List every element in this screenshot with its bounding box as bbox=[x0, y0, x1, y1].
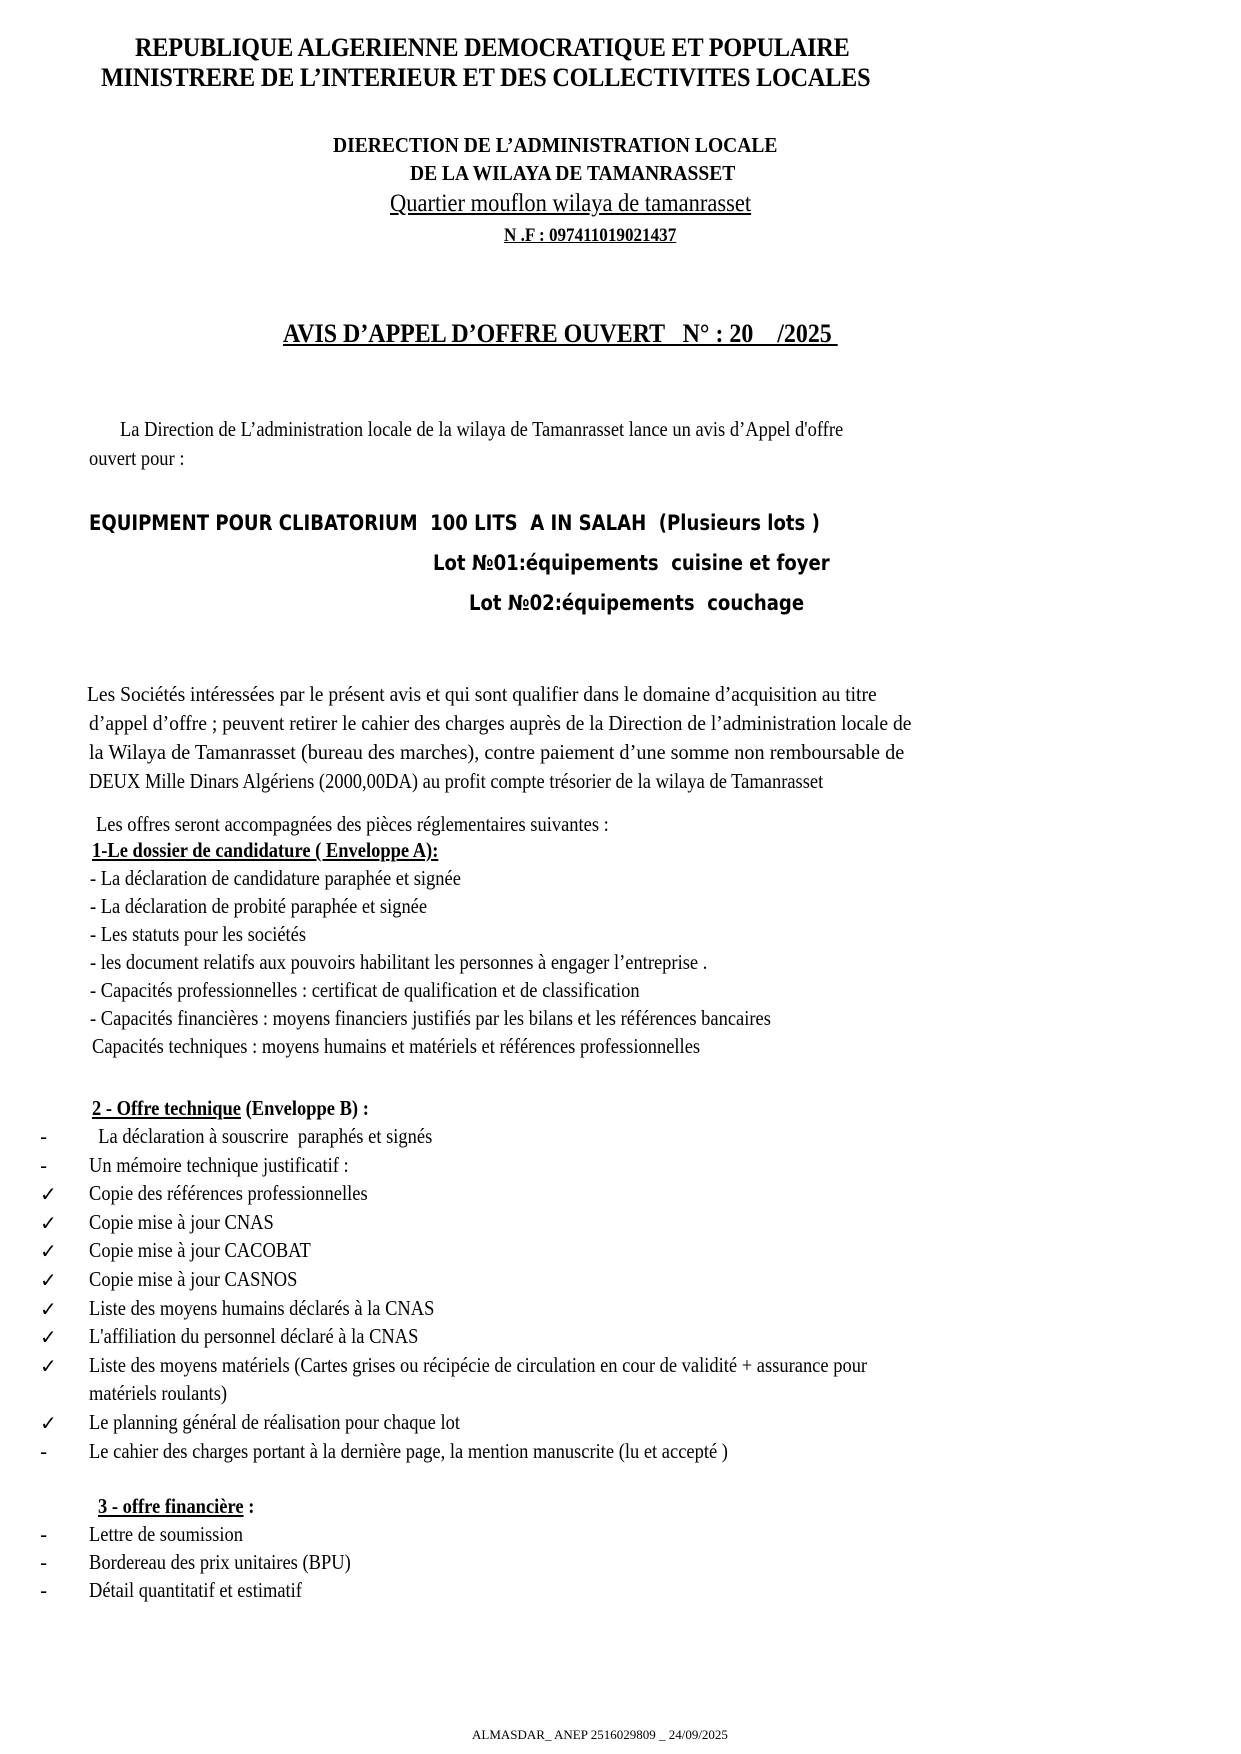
list-item: Le planning général de réalisation pour chaque lot bbox=[89, 1410, 461, 1434]
checkmark-icon: ✓ bbox=[40, 1239, 57, 1264]
lot-1: Lot №01:équipements cuisine et foyer bbox=[433, 551, 830, 575]
checkmark-icon: ✓ bbox=[40, 1325, 57, 1350]
section1-item: - La déclaration de probité paraphée et signée bbox=[90, 894, 428, 918]
project-name: EQUIPMENT POUR CLIBATORIUM 100 LITS A IN SALAH (Plusieurs lots ) bbox=[89, 511, 820, 535]
section1-item: - les document relatifs aux pouvoirs habilitant les personnes à engager l’entreprise . bbox=[90, 950, 708, 974]
header-address: Quartier mouflon wilaya de tamanrasset bbox=[390, 190, 752, 217]
header-direction: DIERECTION DE L’ADMINISTRATION LOCALE bbox=[333, 133, 778, 157]
conditions-line-2: d’appel d’offre ; peuvent retirer le cahier des charges auprès de la Direction de l’administration locale de bbox=[89, 711, 912, 735]
section1-item: - Les statuts pour les sociétés bbox=[90, 922, 307, 946]
section1-item: - La déclaration de candidature paraphée et signée bbox=[90, 866, 461, 890]
intro-line-1: La Direction de L’administration locale de la wilaya de Tamanrasset lance un avis d’Appel d'offre bbox=[120, 417, 844, 441]
header-republic: REPUBLIQUE ALGERIENNE DEMOCRATIQUE ET POPULAIRE bbox=[135, 33, 850, 62]
section1-item: Capacités techniques : moyens humains et matériels et références professionnelles bbox=[92, 1034, 701, 1058]
conditions-line-3: la Wilaya de Tamanrasset (bureau des marches), contre paiement d’une somme non remboursable de bbox=[89, 740, 905, 764]
section1-item: - Capacités financières : moyens financiers justifiés par les bilans et les références bancaires bbox=[90, 1006, 771, 1030]
list-item: Liste des moyens matériels (Cartes grises ou récipécie de circulation en cour de validité + assurance pour bbox=[89, 1352, 868, 1377]
pieces-intro: Les offres seront accompagnées des pièces réglementaires suivantes : bbox=[96, 812, 609, 836]
section3-title-main: 3 - offre financière bbox=[98, 1494, 244, 1518]
notice-title: AVIS D’APPEL D’OFFRE OUVERT N° : 20 /2025 bbox=[283, 319, 838, 348]
conditions-line-4: DEUX Mille Dinars Algériens (2000,00DA) au profit compte trésorier de la wilaya de Tamanrasset bbox=[89, 769, 824, 793]
header-wilaya: DE LA WILAYA DE TAMANRASSET bbox=[410, 161, 736, 185]
section2-title-main: 2 - Offre technique bbox=[92, 1096, 242, 1120]
dash-bullet-icon: - bbox=[40, 1523, 48, 1547]
list-item: Copie mise à jour CACOBAT bbox=[89, 1238, 311, 1263]
list-item: Copie des références professionnelles bbox=[89, 1181, 368, 1206]
checkmark-icon: ✓ bbox=[40, 1296, 57, 1321]
checkmark-icon: ✓ bbox=[40, 1353, 57, 1378]
section3-title bbox=[98, 1494, 254, 1519]
checkmark-icon: ✓ bbox=[40, 1411, 57, 1435]
conditions-line-1: Les Sociétés intéressées par le présent avis et qui sont qualifier dans le domaine d’acquisition au titre bbox=[87, 682, 877, 706]
header-ministry: MINISTRERE DE L’INTERIEUR ET DES COLLECTIVITES LOCALES bbox=[101, 63, 871, 92]
list-item: Un mémoire technique justificatif : bbox=[89, 1152, 349, 1177]
list-item: Lettre de soumission bbox=[89, 1522, 243, 1546]
list-item: Copie mise à jour CNAS bbox=[89, 1209, 274, 1234]
checkmark-icon: ✓ bbox=[40, 1268, 57, 1292]
header-nf-number: N .F : 097411019021437 bbox=[504, 225, 677, 246]
list-item: matériels roulants) bbox=[89, 1381, 228, 1406]
checkmark-icon: ✓ bbox=[40, 1210, 57, 1235]
section2-title-envelope: (Enveloppe B) : bbox=[241, 1096, 369, 1120]
list-item: L'affiliation du personnel déclaré à la CNAS bbox=[89, 1324, 419, 1349]
section3-title-colon: : bbox=[243, 1494, 255, 1518]
list-item: Le cahier des charges portant à la dernière page, la mention manuscrite (lu et accepté ) bbox=[89, 1438, 728, 1463]
lot-2: Lot №02:équipements couchage bbox=[469, 591, 805, 615]
list-item: Liste des moyens humains déclarés à la CNAS bbox=[89, 1295, 435, 1320]
section1-title: 1-Le dossier de candidature ( Enveloppe A): bbox=[92, 838, 439, 862]
section1-item: - Capacités professionnelles : certificat de qualification et de classification bbox=[90, 978, 640, 1002]
list-item: Détail quantitatif et estimatif bbox=[89, 1578, 302, 1602]
checkmark-icon: ✓ bbox=[40, 1182, 57, 1207]
footer-reference: ALMASDAR_ ANEP 2516029809 _ 24/09/2025 bbox=[472, 1727, 728, 1742]
list-item: Bordereau des prix unitaires (BPU) bbox=[89, 1550, 351, 1574]
dash-bullet-icon: - bbox=[40, 1153, 48, 1178]
dash-bullet-icon: - bbox=[40, 1439, 48, 1464]
dash-bullet-icon: - bbox=[40, 1125, 48, 1149]
dash-bullet-icon: - bbox=[40, 1579, 48, 1603]
section2-title bbox=[92, 1096, 369, 1121]
list-item: La déclaration à souscrire paraphés et signés bbox=[89, 1124, 433, 1148]
intro-line-2: ouvert pour : bbox=[89, 446, 185, 470]
dash-bullet-icon: - bbox=[40, 1551, 48, 1575]
list-item: Copie mise à jour CASNOS bbox=[89, 1267, 298, 1291]
